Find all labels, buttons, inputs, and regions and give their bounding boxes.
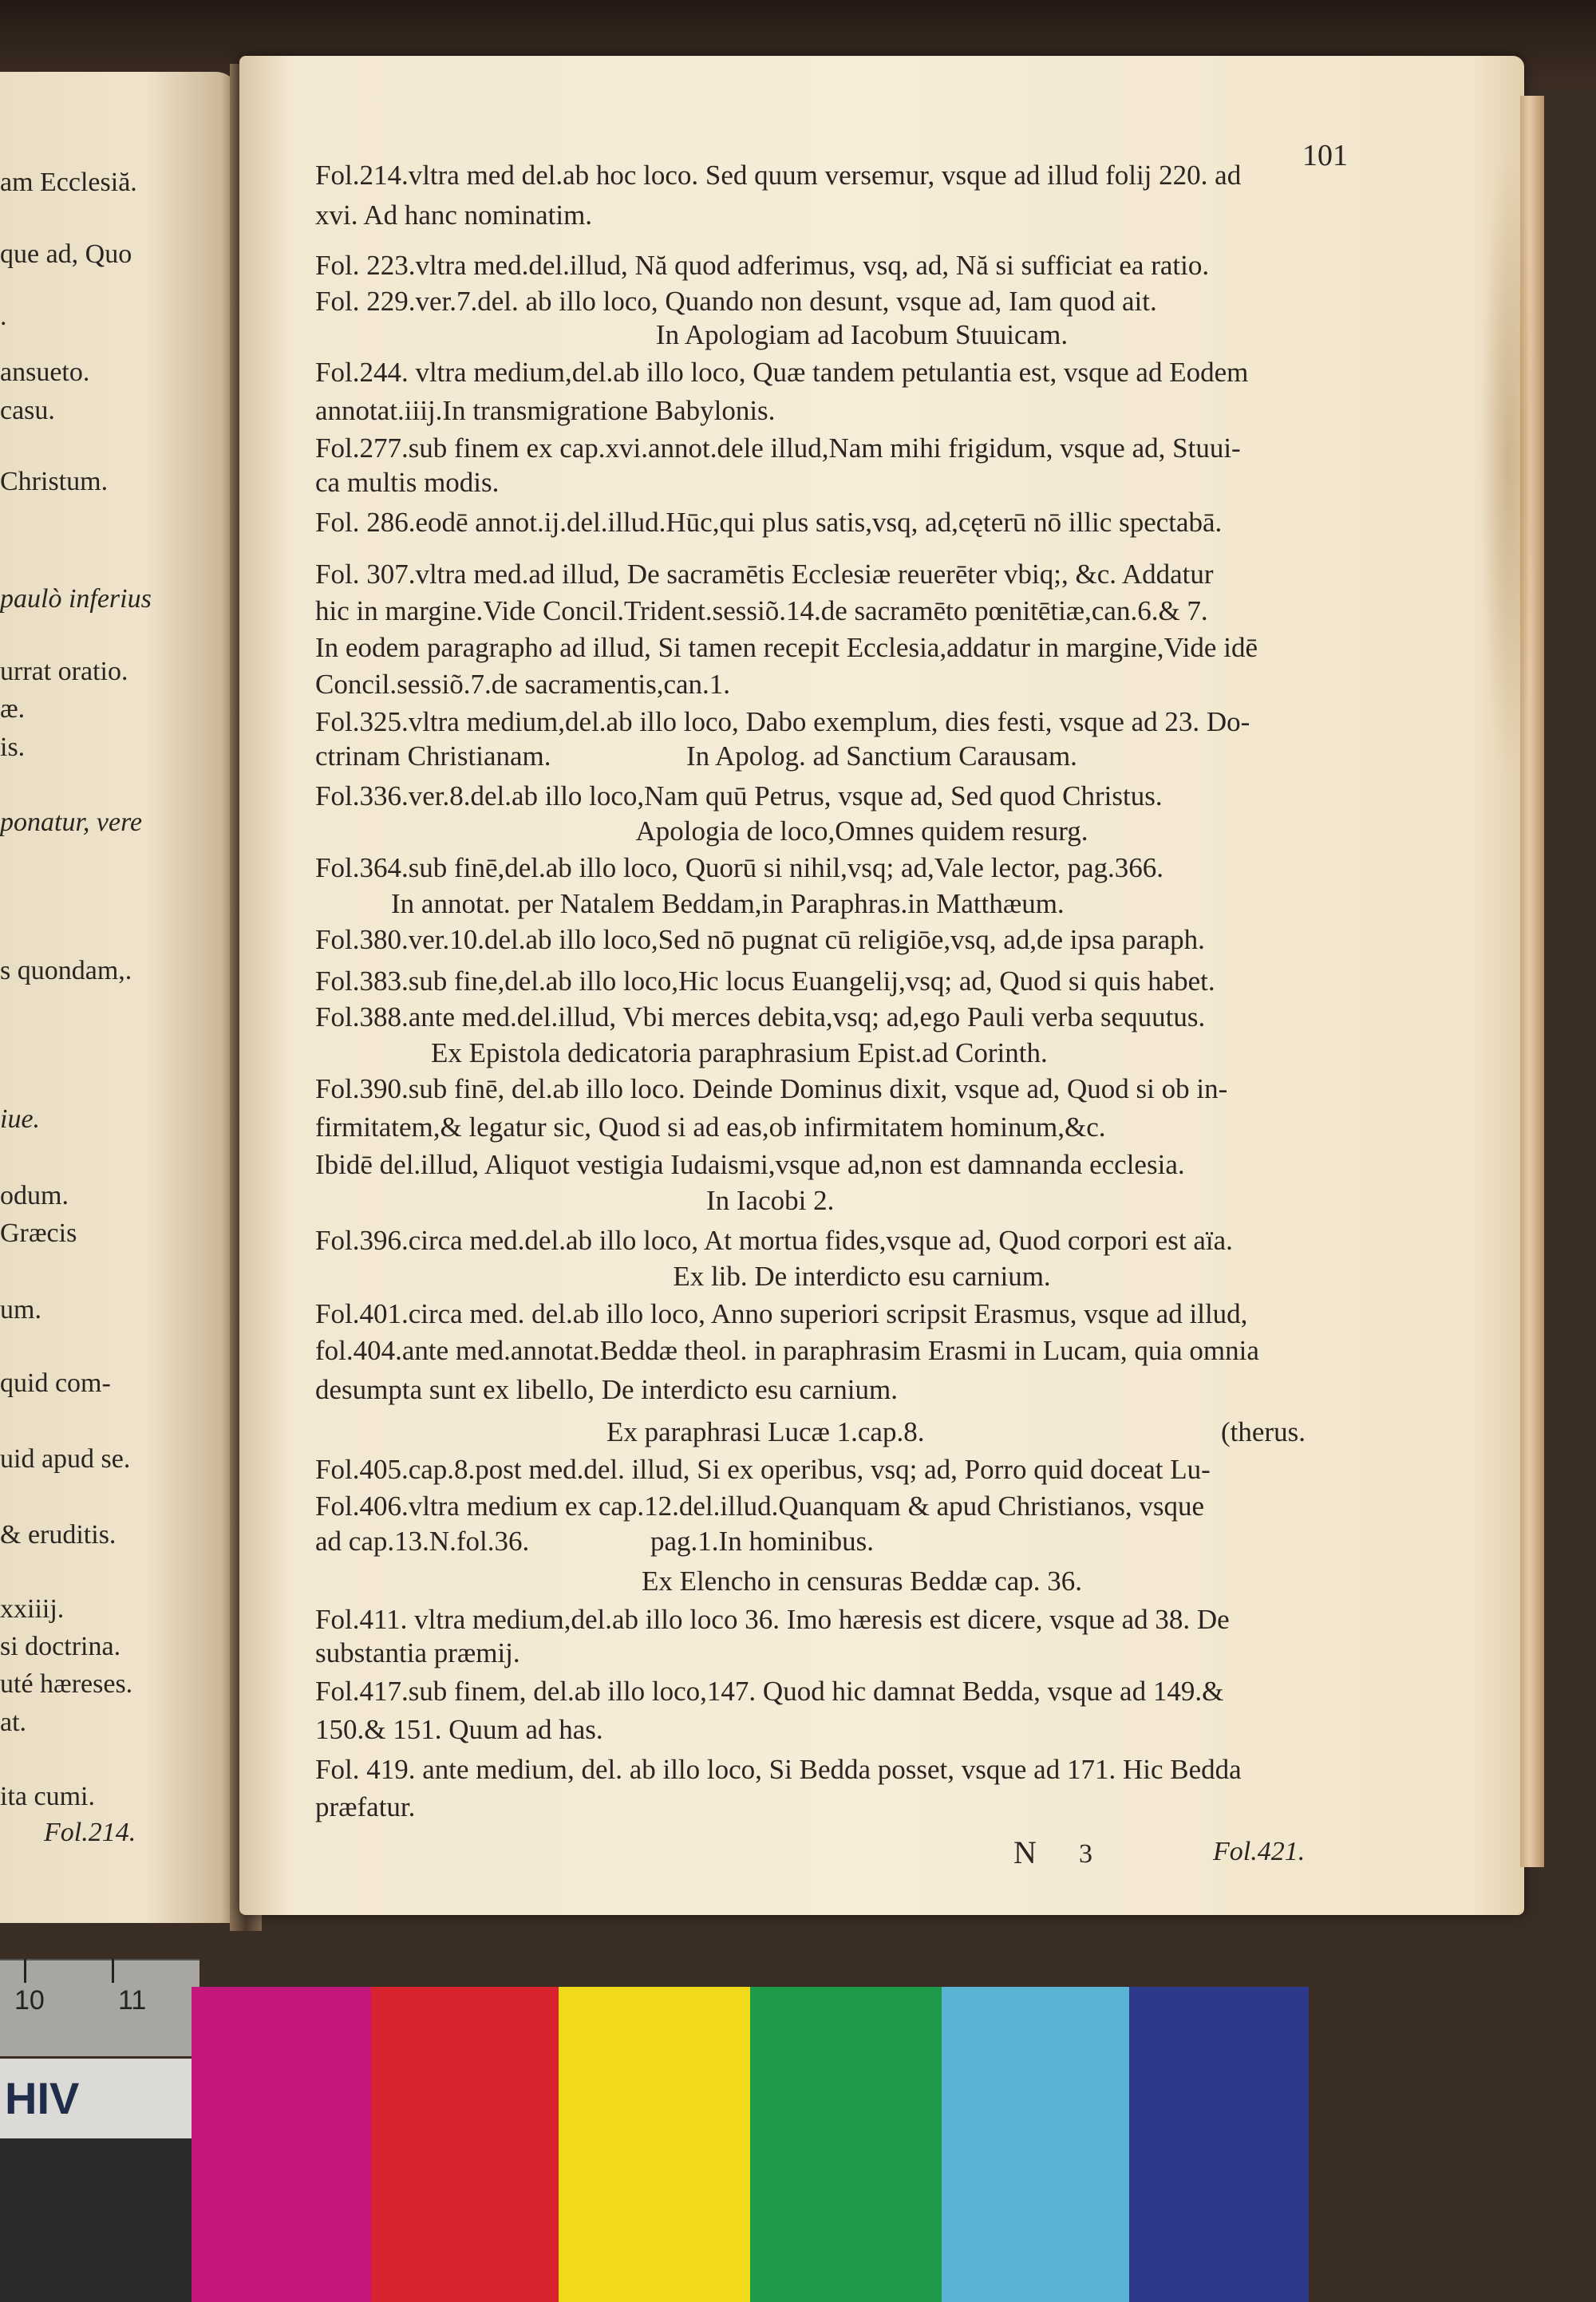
left-margin-line: at.	[0, 1708, 27, 1737]
page-stain	[1480, 144, 1536, 782]
color-swatch-blue	[1129, 1987, 1309, 2302]
left-margin-line: paulò inferius	[0, 584, 152, 614]
section-heading: In Apolog. ad Sanctium Carausam.	[686, 740, 1077, 772]
text-line: Fol.406.vltra medium ex cap.12.del.illud.Quanquam & apud Christianos, vsque	[315, 1491, 1205, 1522]
text-line: Fol.244. vltra medium,del.ab illo loco, Quæ tandem petulantia est, vsque ad Eodem	[315, 357, 1249, 388]
text-line: Fol.336.ver.8.del.ab illo loco,Nam quū Petrus, vsque ad, Sed quod Christus.	[315, 780, 1163, 811]
left-margin-line: Christum.	[0, 467, 109, 496]
left-margin-line: am Ecclesiă.	[0, 168, 137, 197]
section-heading: Ex Elencho in censuras Beddæ cap. 36.	[641, 1566, 1083, 1597]
left-margin-line: ansueto.	[0, 357, 90, 387]
text-line: Fol.401.circa med. del.ab illo loco, Anno superiori scripsit Erasmus, vsque ad illud,	[315, 1298, 1248, 1329]
left-margin-line: uid apud se.	[0, 1444, 131, 1474]
text-line: (therus.	[1221, 1416, 1306, 1447]
ruler-tick	[24, 1959, 26, 1983]
text-line: ctrinam Christianam.	[315, 740, 551, 772]
left-margin-line: æ.	[0, 694, 26, 724]
text-line: Ibidē del.illud, Aliquot vestigia Iudaismi,vsque ad,non est damnanda ecclesia.	[315, 1149, 1185, 1180]
left-margin-line: & eruditis.	[0, 1520, 117, 1550]
color-swatch-cyan	[942, 1987, 1129, 2302]
left-margin-line: uté hæreses.	[0, 1669, 133, 1699]
left-margin-line: um.	[0, 1295, 41, 1325]
left-margin-line: s quondam,.	[0, 956, 132, 985]
text-line: Fol.380.ver.10.del.ab illo loco,Sed nō pugnat cū religiōe,vsq, ad,de ipsa paraph.	[315, 924, 1205, 955]
text-line: Fol. 307.vltra med.ad illud, De sacramētis Ecclesiæ reuerēter vbiq;, &c. Addatur	[315, 559, 1214, 590]
text-line: Fol.396.circa med.del.ab illo loco, At mortua fides,vsque ad, Quod corpori est aïa.	[315, 1225, 1233, 1256]
section-heading: In Apologiam ad Iacobum Stuuicam.	[655, 319, 1069, 350]
color-swatch-red	[371, 1987, 559, 2302]
section-heading: Apologia de loco,Omnes quidem resurg.	[635, 815, 1088, 847]
text-line: Fol. 223.vltra med.del.illud, Nă quod adferimus, vsq, ad, Nă si sufficiat ea ratio.	[315, 250, 1210, 281]
text-line: Fol.417.sub finem, del.ab illo loco,147. Quod hic damnat Bedda, vsque ad 149.&	[315, 1676, 1224, 1707]
text-line: annotat.iiij.In transmigratione Babylonis.	[315, 395, 776, 426]
archive-label: HIV	[0, 2059, 200, 2138]
left-margin-line: odum.	[0, 1181, 69, 1210]
text-line: desumpta sunt ex libello, De interdicto esu carnium.	[315, 1374, 898, 1405]
text-line: Fol. 419. ante medium, del. ab illo loco, Si Bedda posset, vsque ad 171. Hic Bedda	[315, 1754, 1242, 1785]
text-line: Fol.214.vltra med del.ab hoc loco. Sed quum versemur, vsque ad illud folij 220. ad	[315, 160, 1242, 191]
page-number: 101	[1302, 139, 1348, 172]
text-line: præfatur.	[315, 1791, 416, 1822]
color-swatch-green	[750, 1987, 942, 2302]
left-margin-catchword: Fol.214.	[44, 1818, 136, 1847]
left-margin-line: que ad, Quo	[0, 239, 132, 269]
left-margin-line: Græcis	[0, 1218, 77, 1248]
section-heading: Ex paraphrasi Lucæ 1.cap.8.	[606, 1416, 925, 1447]
signature-mark: N	[1013, 1834, 1037, 1870]
text-line: firmitatem,& legatur sic, Quod si ad eas,ob infirmitatem hominum,&c.	[315, 1112, 1106, 1143]
section-heading: In annotat. per Natalem Beddam,in Paraphras.in Matthæum.	[391, 888, 1065, 919]
ruler-number: 11	[118, 1985, 147, 2016]
left-margin-line: quid com-	[0, 1368, 111, 1398]
text-line: Fol.277.sub finem ex cap.xvi.annot.dele illud,Nam mihi frigidum, vsque ad, Stuui-	[315, 432, 1241, 464]
text-line: In eodem paragrapho ad illud, Si tamen recepit Ecclesia,addatur in margine,Vide idē	[315, 632, 1258, 663]
left-margin-line: ponatur, vere	[0, 807, 143, 837]
text-line: Fol.405.cap.8.post med.del. illud, Si ex operibus, vsq; ad, Porro quid doceat Lu-	[315, 1454, 1211, 1485]
text-line: hic in margine.Vide Concil.Trident.sessiõ.14.de sacramēto pœnitētiæ,can.6.& 7.	[315, 595, 1208, 626]
left-margin-line: ita cumi.	[0, 1782, 95, 1811]
left-margin-line: urrat oratio.	[0, 657, 128, 686]
text-line: Fol. 229.ver.7.del. ab illo loco, Quando non desunt, vsque ad, Iam quod ait.	[315, 286, 1157, 317]
text-line: ad cap.13.N.fol.36.	[315, 1526, 530, 1557]
text-line: substantia præmij.	[315, 1637, 520, 1668]
text-line: Fol.411. vltra medium,del.ab illo loco 36. Imo hæresis est dicere, vsque ad 38. De	[315, 1604, 1230, 1635]
section-heading: Ex lib. De interdicto esu carnium.	[673, 1261, 1051, 1292]
text-line: ca multis modis.	[315, 467, 500, 498]
left-margin-line: si doctrina.	[0, 1632, 121, 1661]
left-margin-line: is.	[0, 732, 26, 762]
text-line: Fol.364.sub finē,del.ab illo loco, Quorū si nihil,vsq; ad,Vale lector, pag.366.	[315, 852, 1164, 883]
ruler-tick	[112, 1959, 114, 1983]
section-heading: Ex Epistola dedicatoria paraphrasium Epist.ad Corinth.	[431, 1037, 1048, 1068]
text-line: Fol.388.ante med.del.illud, Vbi merces debita,vsq; ad,ego Pauli verba sequutus.	[315, 1001, 1206, 1033]
signature-number: 3	[1079, 1839, 1092, 1869]
text-line: Fol.325.vltra medium,del.ab illo loco, Dabo exemplum, dies festi, vsque ad 23. Do-	[315, 706, 1250, 737]
left-margin-line: .	[0, 302, 7, 331]
text-line: xvi. Ad hanc nominatim.	[315, 199, 593, 231]
ruler-number: 10	[14, 1985, 45, 2016]
text-line: Concil.sessiõ.7.de sacramentis,can.1.	[315, 669, 731, 700]
color-swatch-magenta	[192, 1987, 371, 2302]
text-line: fol.404.ante med.annotat.Beddæ theol. in paraphrasim Erasmi in Lucam, quia omnia	[315, 1335, 1259, 1366]
left-margin-line: xxiiij.	[0, 1594, 65, 1624]
left-margin-line: casu.	[0, 396, 55, 425]
text-line: 150.& 151. Quum ad has.	[315, 1714, 603, 1745]
ruler-base	[0, 2138, 200, 2302]
catchword: Fol.421.	[1213, 1837, 1306, 1866]
text-line: Fol.390.sub finē, del.ab illo loco. Deinde Dominus dixit, vsque ad, Quod si ob in-	[315, 1073, 1228, 1104]
left-margin-line: iue.	[0, 1104, 41, 1134]
text-line: Fol. 286.eodē annot.ij.del.illud.Hūc,qui plus satis,vsq, ad,cęterū nō illic spectabā.	[315, 507, 1223, 538]
color-swatch-yellow	[559, 1987, 750, 2302]
text-line: Fol.383.sub fine,del.ab illo loco,Hic locus Euangelij,vsq; ad, Quod si quis habet.	[315, 965, 1215, 997]
section-heading: In Iacobi 2.	[706, 1185, 835, 1216]
text-line: pag.1.In hominibus.	[650, 1526, 874, 1557]
